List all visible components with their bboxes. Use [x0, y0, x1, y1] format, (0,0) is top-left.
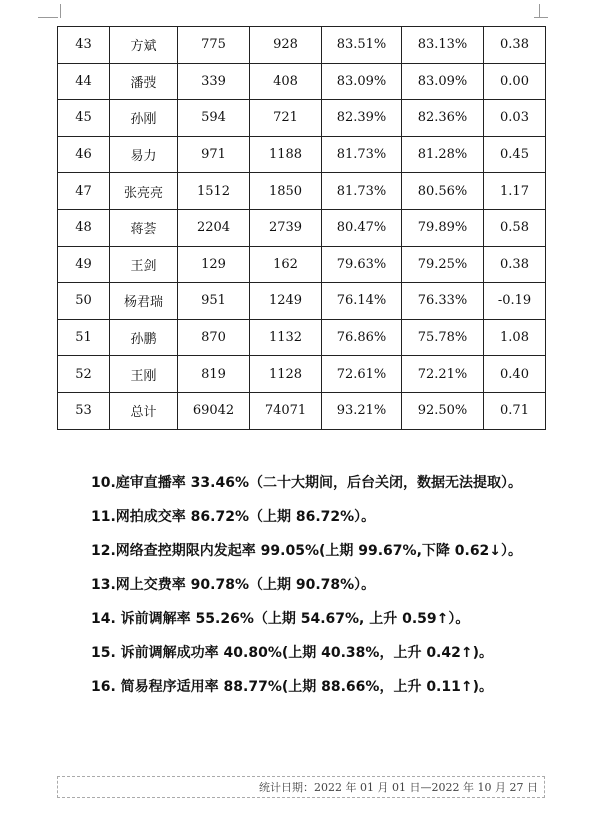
statistics-paragraphs: [57, 466, 547, 704]
table-cell: 44: [58, 63, 110, 100]
table-cell: 80.47%: [322, 209, 402, 246]
table-row: [58, 356, 546, 393]
table-cell: 0.45: [484, 136, 546, 173]
table-cell: 339: [178, 63, 250, 100]
table-cell: 48: [58, 209, 110, 246]
table-cell: 76.86%: [322, 319, 402, 356]
crop-mark-top-left-h: [38, 17, 58, 18]
table-cell: 82.36%: [402, 100, 484, 137]
table-cell: 928: [250, 27, 322, 64]
table-cell: 80.56%: [402, 173, 484, 210]
table-cell: 43: [58, 27, 110, 64]
table-cell: 76.14%: [322, 283, 402, 320]
table-cell: 1249: [250, 283, 322, 320]
table-cell: 1850: [250, 173, 322, 210]
table-cell: 1132: [250, 319, 322, 356]
table-row: [58, 209, 546, 246]
table-row: [58, 246, 546, 283]
table-row: [58, 136, 546, 173]
table-cell: 129: [178, 246, 250, 283]
table-cell: 蒋荟: [110, 209, 178, 246]
table-cell: -0.19: [484, 283, 546, 320]
table-cell: 81.73%: [322, 136, 402, 173]
table-cell: 53: [58, 392, 110, 429]
table-cell: 83.09%: [402, 63, 484, 100]
table-cell: 0.38: [484, 246, 546, 283]
table-cell: 50: [58, 283, 110, 320]
table-row: [58, 100, 546, 137]
table-cell: 72.21%: [402, 356, 484, 393]
table-cell: 408: [250, 63, 322, 100]
paragraph-10: 10.庭审直播率 33.46%（二十大期间，后台关闭，数据无法提取）。: [91, 475, 522, 491]
ranking-table: [57, 26, 546, 430]
table-row: [58, 392, 546, 429]
table-cell: 870: [178, 319, 250, 356]
table-cell: 0.40: [484, 356, 546, 393]
table-row: [58, 27, 546, 64]
table-cell: 49: [58, 246, 110, 283]
crop-mark-top-right: [539, 4, 554, 18]
table-cell: 83.13%: [402, 27, 484, 64]
table-cell: 杨君瑞: [110, 283, 178, 320]
table-cell: 74071: [250, 392, 322, 429]
table-cell: 819: [178, 356, 250, 393]
table-cell: 721: [250, 100, 322, 137]
table-cell: 45: [58, 100, 110, 137]
paragraph-11: 11.网拍成交率 86.72%（上期 86.72%）。: [91, 509, 376, 525]
paragraph-13: 13.网上交费率 90.78%（上期 90.78%）。: [91, 577, 376, 593]
table-cell: 79.25%: [402, 246, 484, 283]
table-cell: 81.28%: [402, 136, 484, 173]
table-cell: 79.89%: [402, 209, 484, 246]
table-cell: 1188: [250, 136, 322, 173]
statistics-date-footer: 统计日期：2022 年 01 月 01 日—2022 年 10 月 27 日: [57, 776, 545, 798]
table-cell: 971: [178, 136, 250, 173]
table-cell: 81.73%: [322, 173, 402, 210]
table-cell: 162: [250, 246, 322, 283]
paragraph-16: 16. 简易程序适用率 88.77%(上期 88.66%，上升 0.11↑)。: [91, 679, 493, 695]
table-cell: 76.33%: [402, 283, 484, 320]
table-row: [58, 283, 546, 320]
table-cell: 0.03: [484, 100, 546, 137]
paragraph-12: 12.网络查控期限内发起率 99.05%(上期 99.67%,下降 0.62↓）。: [91, 543, 523, 559]
table-cell: 83.51%: [322, 27, 402, 64]
table-cell: 孙刚: [110, 100, 178, 137]
table-cell: 594: [178, 100, 250, 137]
paragraph-15: 15. 诉前调解成功率 40.80%(上期 40.38%，上升 0.42↑)。: [91, 645, 493, 661]
table-cell: 775: [178, 27, 250, 64]
table-cell: 83.09%: [322, 63, 402, 100]
table-cell: 孙鹏: [110, 319, 178, 356]
table-cell: 82.39%: [322, 100, 402, 137]
table-cell: 0.00: [484, 63, 546, 100]
crop-mark-top-right-h: [534, 17, 548, 18]
table-cell: 0.58: [484, 209, 546, 246]
table-cell: 方斌: [110, 27, 178, 64]
table-cell: 951: [178, 283, 250, 320]
table-row: [58, 319, 546, 356]
table-cell: 72.61%: [322, 356, 402, 393]
table-cell: 2739: [250, 209, 322, 246]
table-cell: 总计: [110, 392, 178, 429]
table-cell: 52: [58, 356, 110, 393]
table-cell: 1.08: [484, 319, 546, 356]
table-cell: 0.38: [484, 27, 546, 64]
table-cell: 47: [58, 173, 110, 210]
table-cell: 潘弢: [110, 63, 178, 100]
table-cell: 张亮亮: [110, 173, 178, 210]
table-cell: 46: [58, 136, 110, 173]
table-row: [58, 173, 546, 210]
table-cell: 92.50%: [402, 392, 484, 429]
table-cell: 易力: [110, 136, 178, 173]
table-row: [58, 63, 546, 100]
table-cell: 王剑: [110, 246, 178, 283]
crop-mark-top-left: [46, 4, 61, 18]
table-cell: 1512: [178, 173, 250, 210]
table-cell: 王刚: [110, 356, 178, 393]
paragraph-14: 14. 诉前调解率 55.26%（上期 54.67%, 上升 0.59↑）。: [91, 611, 470, 627]
table-cell: 69042: [178, 392, 250, 429]
table-cell: 51: [58, 319, 110, 356]
table-cell: 79.63%: [322, 246, 402, 283]
table-cell: 0.71: [484, 392, 546, 429]
table-cell: 75.78%: [402, 319, 484, 356]
table-cell: 1128: [250, 356, 322, 393]
table-cell: 2204: [178, 209, 250, 246]
table-cell: 1.17: [484, 173, 546, 210]
table-cell: 93.21%: [322, 392, 402, 429]
